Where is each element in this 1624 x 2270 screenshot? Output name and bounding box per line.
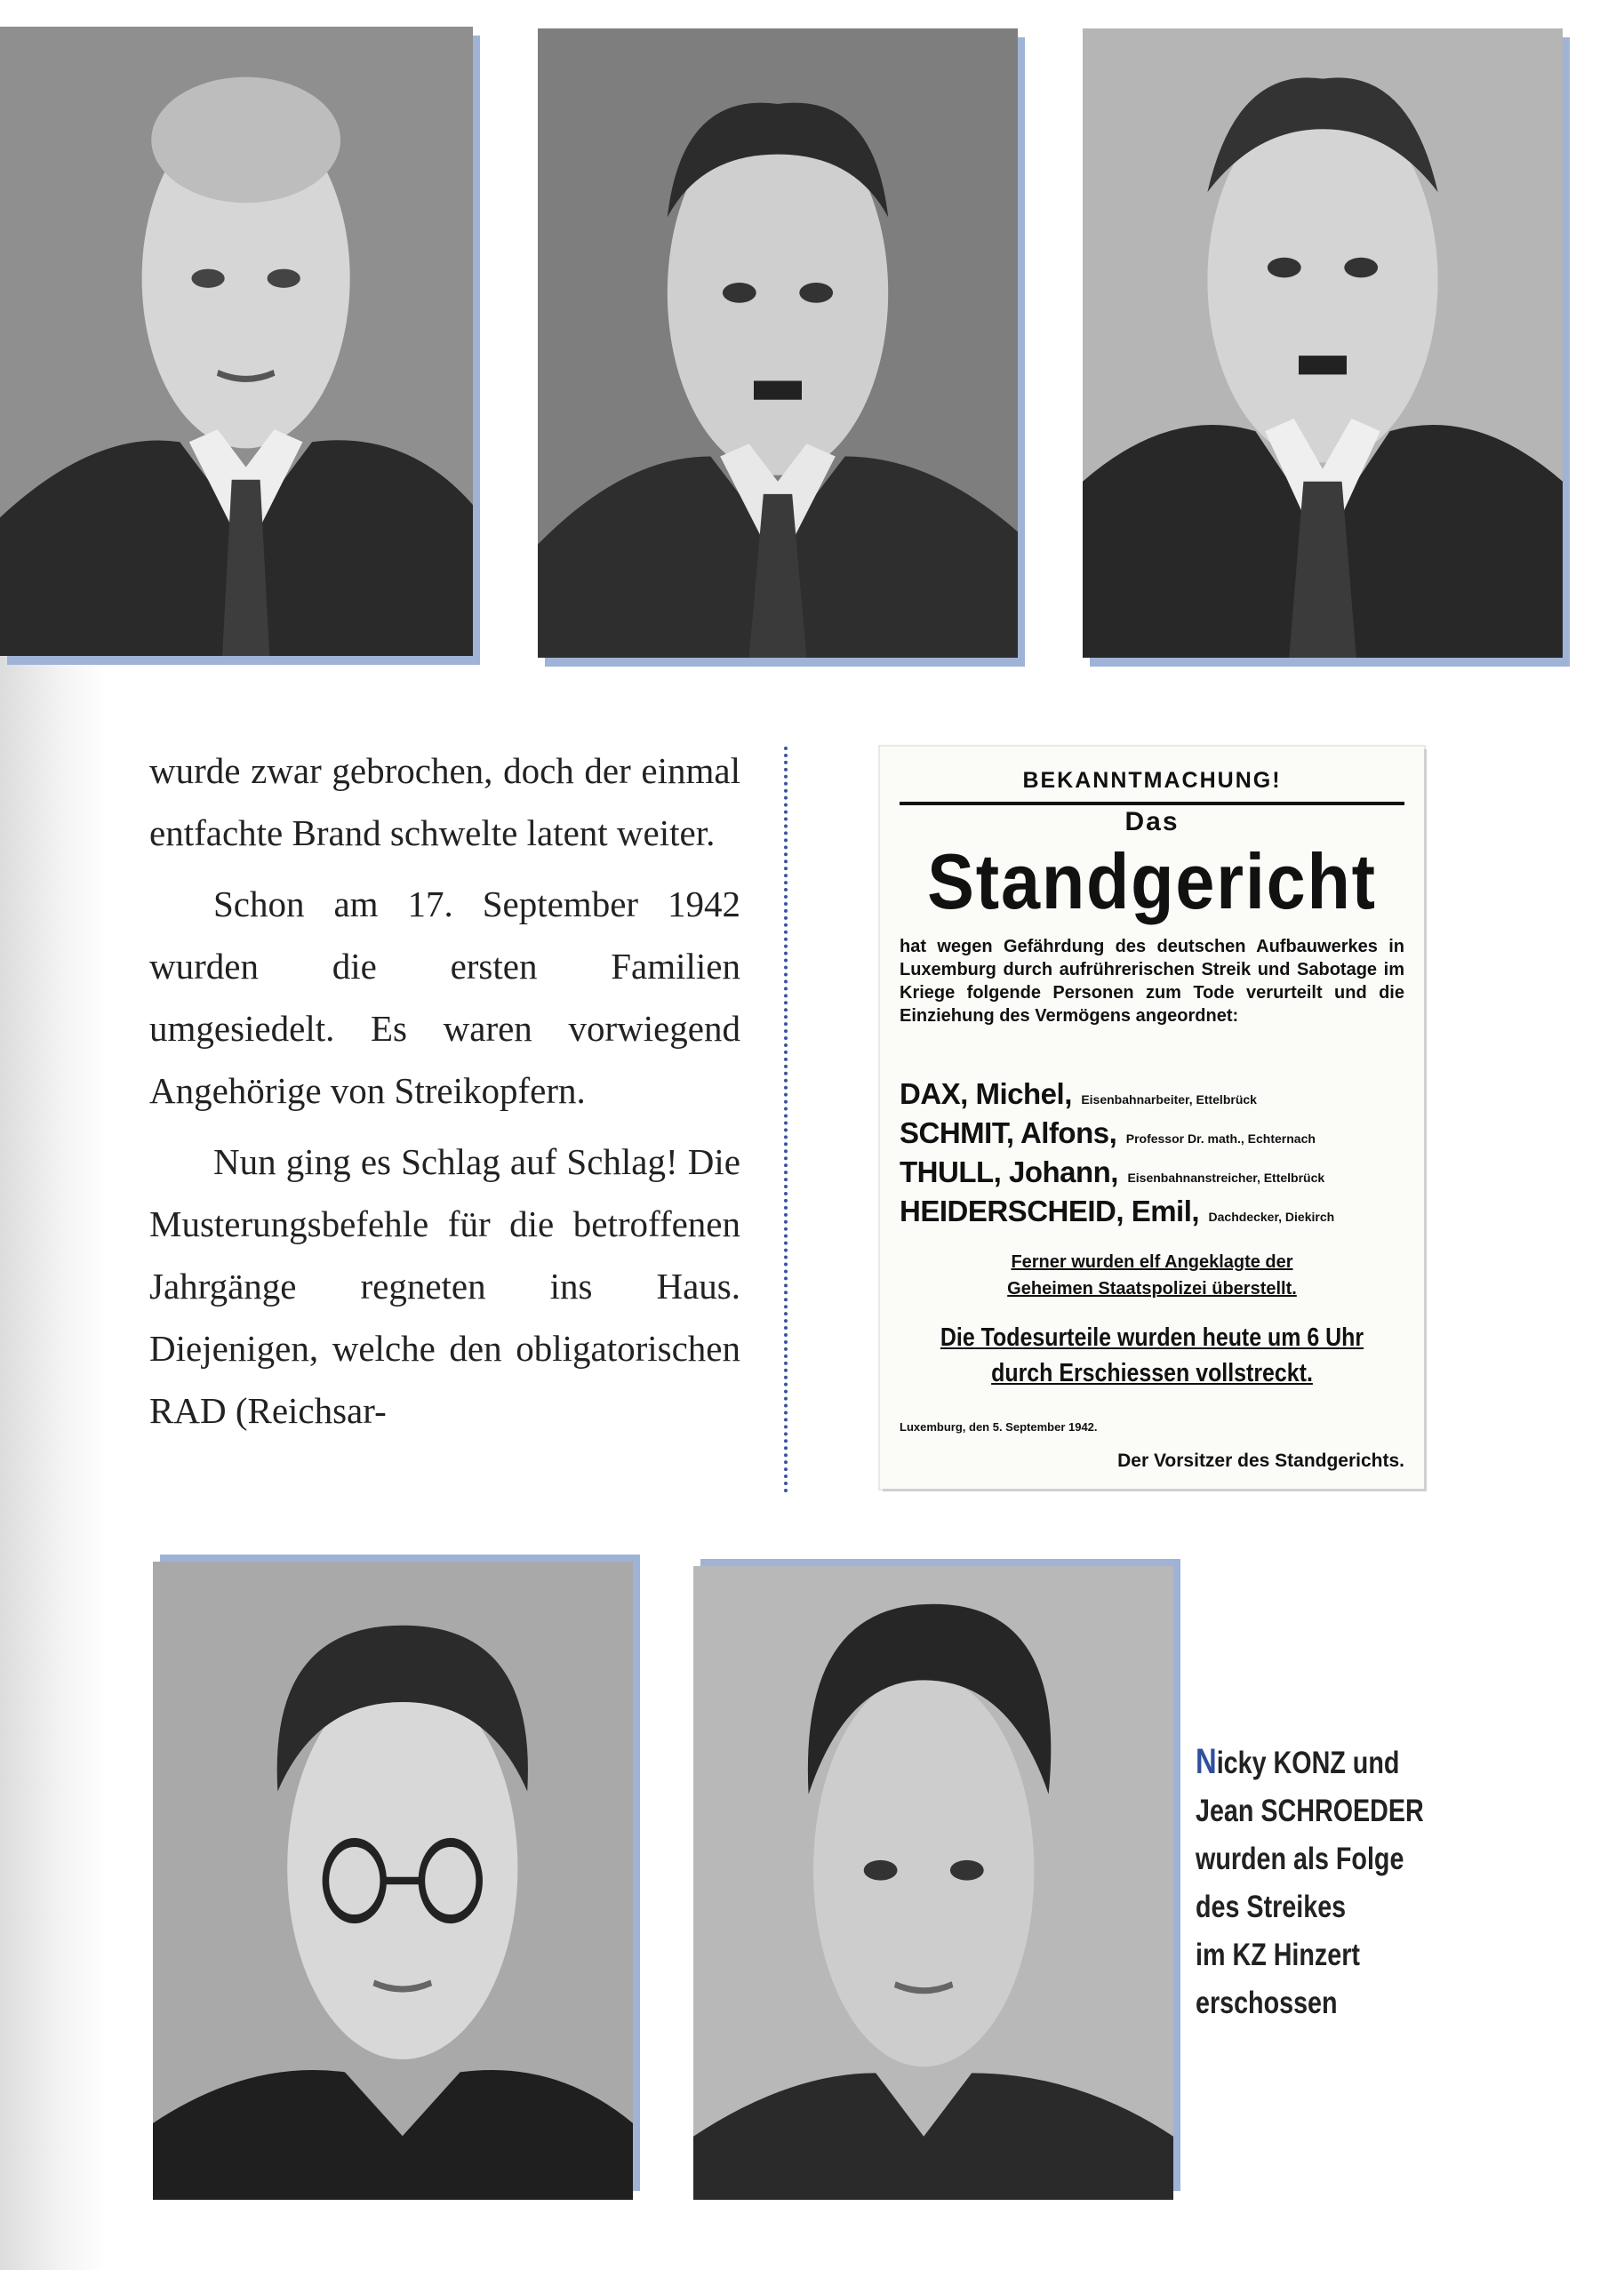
notice-person [900,1116,1415,1155]
article-body [149,739,740,1451]
person-name: SCHMIT, Alfons, [900,1116,1117,1149]
caption-line-text: icky KONZ und [1216,1746,1400,1780]
portrait-photo-top-left [0,27,473,656]
paragraph-3: Nun ging es Schlag auf Schlag! Die Musterungsbefehle für die betroffenen Jahrgänge regneten ins Haus. Diejenigen, welche den obligatorischen RAD (Reichsar- [149,1141,740,1431]
person-detail: Eisenbahnanstreicher, Ettelbrück [1127,1171,1325,1185]
notice-ferner [880,1249,1424,1302]
portrait-photo-top-right [1083,28,1563,658]
dotted-divider [784,747,788,1493]
caption-dropcap: N [1196,1742,1217,1781]
photo-caption [1196,1738,1428,2027]
standgericht-notice [880,747,1424,1489]
caption-line: des Streikes [1196,1890,1347,1924]
person-name: HEIDERSCHEID, Emil, [900,1195,1200,1227]
notice-das: Das [1124,807,1180,836]
person-name: THULL, Johann, [900,1155,1118,1188]
paragraph-2: Schon am 17. September 1942 wurden die ersten Familien umgesiedelt. Es waren vorwiegend Angehörige von Streikopfern. [149,883,740,1111]
caption-line: Jean SCHROEDER [1196,1794,1424,1828]
caption-line: erschossen [1196,1986,1338,2020]
notice-todes-line-1: Die Todesurteile wurden heute um 6 Uhr [940,1323,1364,1352]
paragraph-1: wurde zwar gebrochen, doch der einmal entfachte Brand schwelte latent weiter. [149,750,740,853]
portrait-photo-top-middle [538,28,1018,658]
notice-person [900,1195,1415,1234]
notice-todes-line-2: durch Erschiessen vollstreckt. [991,1359,1313,1387]
caption-line: im KZ Hinzert [1196,1938,1360,1972]
notice-person [900,1077,1415,1116]
caption-line [1196,1738,1428,1787]
notice-signature: Der Vorsitzer des Standgerichts. [1117,1451,1404,1471]
notice-intro: hat wegen Gefährdung des deutschen Aufbauwerkes in Luxemburg durch aufrührerischen Streik und Sabotage im Kriege folgende Personen zum Tode verurteilt und die Einziehung des Vermögens angeordnet: [900,937,1404,1026]
person-detail: Dachdecker, Diekirch [1208,1210,1335,1224]
notice-title: Standgericht [927,837,1377,925]
notice-heading: BEKANNTMACHUNG! [900,764,1404,805]
person-name: DAX, Michel, [900,1077,1072,1110]
notice-date: Luxemburg, den 5. September 1942. [900,1420,1098,1434]
portrait-photo-bottom-left [153,1562,633,2200]
notice-person [900,1155,1415,1195]
page-gutter-shadow [0,640,107,2270]
portrait-photo-bottom-right [693,1566,1173,2200]
notice-person-list [900,1077,1415,1234]
notice-ferner-line-1: Ferner wurden elf Angeklagte der [1011,1252,1293,1272]
caption-line: wurden als Folge [1196,1842,1404,1876]
person-detail: Professor Dr. math., Echternach [1125,1131,1316,1146]
notice-ferner-line-2: Geheimen Staatspolizei überstellt. [1007,1279,1297,1299]
person-detail: Eisenbahnarbeiter, Ettelbrück [1081,1092,1257,1107]
notice-todesurteile [918,1320,1386,1391]
